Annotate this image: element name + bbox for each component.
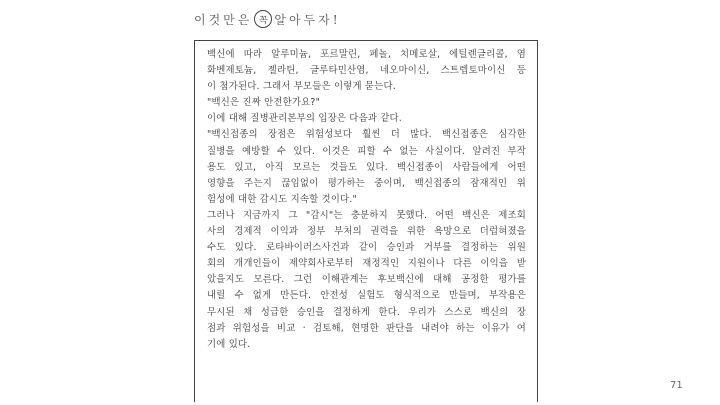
body-line: 화벤제토늄, 젤라틴, 글루타민산염, 네오마이신, 스트렙토마이신 등 — [207, 65, 526, 77]
body-line: 그러나 지금까지 그 "감시"는 충분하지 못했다. 어떤 백신은 제조회 — [207, 209, 526, 221]
page-number: 71 — [670, 380, 683, 391]
body-line: 이에 대해 질병관리본부의 입장은 다음과 같다. — [207, 113, 402, 125]
body-line: 점과 위험성을 비교 · 검토해, 현명한 판단을 내려야 하는 이유가 여 — [207, 322, 526, 334]
content-box — [194, 40, 538, 402]
body-line: 수도 있다. 로타바이러스사건과 같이 승인과 거부를 결정하는 위원 — [207, 242, 526, 254]
body-line: 백신에 따라 알루미늄, 포르말린, 페놀, 치메로살, 에틸렌글리콜, 염 — [207, 49, 526, 60]
body-line: 았을지도 모른다. 그런 이해관계는 후보백신에 대해 공정한 평가를 — [207, 274, 526, 286]
body-line: 험성에 대한 감시도 지속할 것이다." — [207, 193, 358, 205]
body-line: 질병을 예방할 수 있다. 이것은 피할 수 없는 사실이다. 알려진 부작 — [207, 145, 526, 157]
body-line: 영향을 주는지 끊임없이 평가하는 중이며, 백신접종의 잠재적인 위 — [207, 177, 526, 189]
body-line: "백신접종의 장점은 위험성보다 훨씬 더 많다. 백신접종은 심각한 — [207, 129, 526, 141]
circled-char-icon: 꼭 — [254, 10, 272, 28]
body-line: 내릴 수 없게 만든다. 안전성 실험도 형식적으로 만들며, 부작용은 — [207, 290, 526, 302]
body-line: 사의 경제적 이익과 정부 부처의 권력을 위한 욕망으로 더럽혀졌을 — [207, 226, 526, 238]
section-header — [194, 10, 341, 28]
body-line: "백신은 진짜 안전한가요?" — [207, 97, 321, 109]
body-line: 이 첨가된다. 그래서 부모들은 이렇게 묻는다. — [207, 81, 396, 93]
body-line: 무시된 채 성급한 승인을 결정하게 한다. 우리가 스스로 백신의 장 — [207, 306, 526, 318]
header-title-part1: 이것만은 — [194, 12, 253, 27]
body-line: 용도 있고, 아직 모르는 것들도 있다. 백신접종이 사람들에게 어떤 — [207, 161, 526, 173]
body-line: 회의 개개인들이 제약회사로부터 재정적인 지원이나 다른 이익을 받 — [207, 258, 526, 270]
body-line: 기에 있다. — [207, 338, 251, 350]
header-title-part2: 알아두자! — [274, 12, 341, 27]
